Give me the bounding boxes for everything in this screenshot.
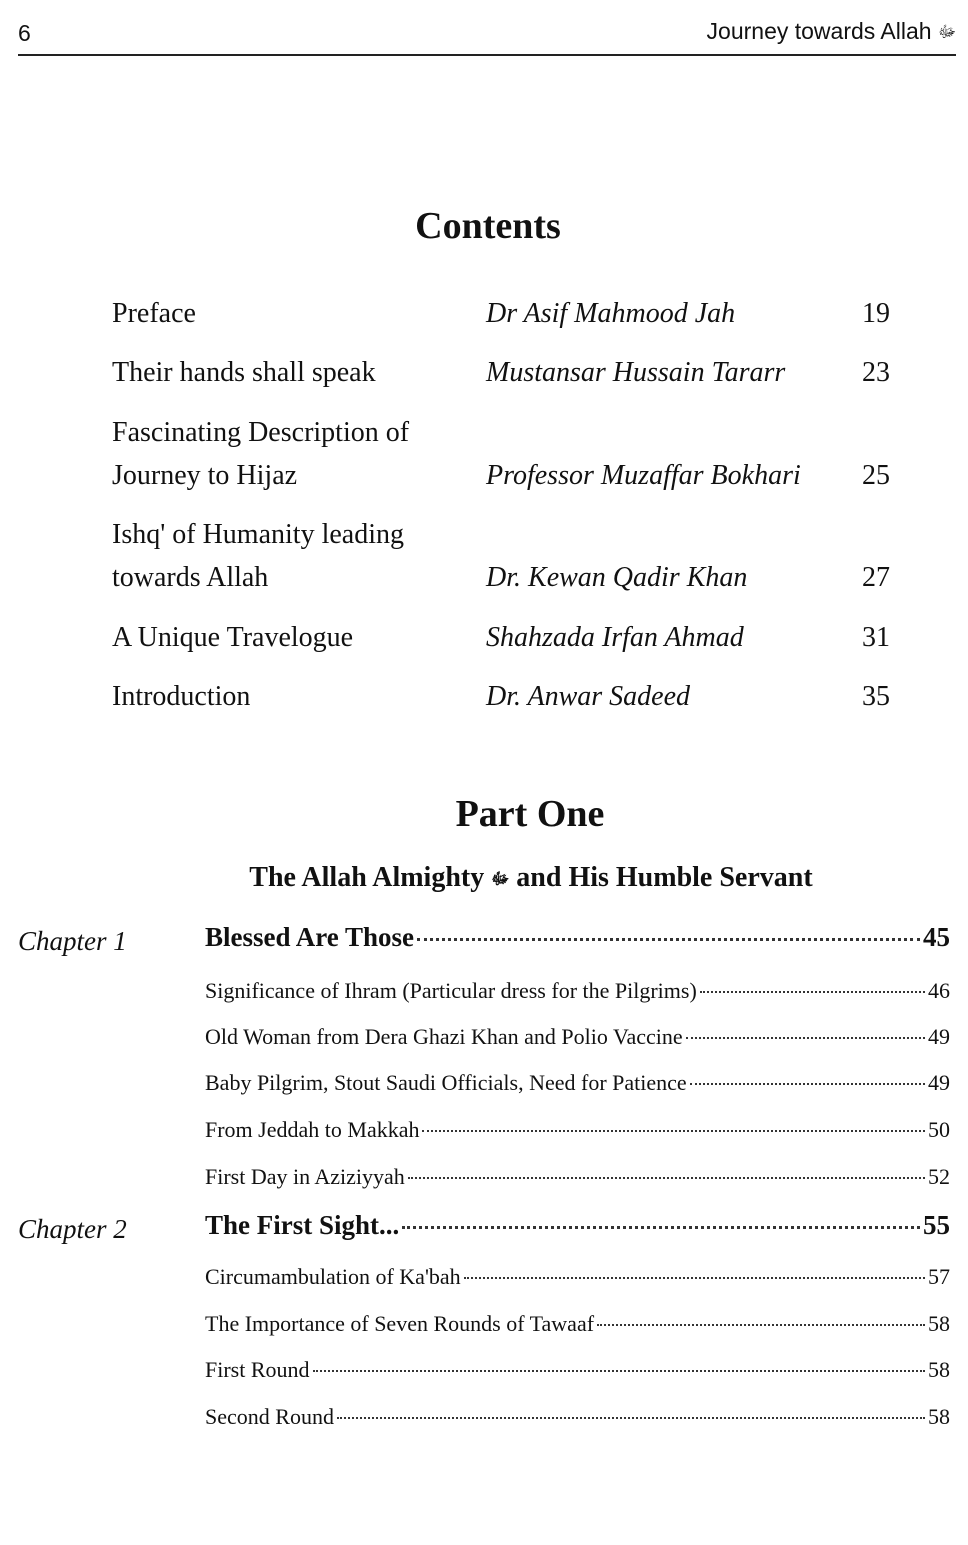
- section-title: First Round: [205, 1357, 310, 1382]
- page-number: 6: [18, 20, 31, 46]
- chapter-page: 55: [923, 1210, 950, 1240]
- front-matter-title-line: Preface: [112, 298, 196, 329]
- section-page: 58: [928, 1404, 950, 1429]
- section-row: [205, 1117, 950, 1149]
- front-matter-author: Dr Asif Mahmood Jah: [486, 298, 736, 329]
- chapter-title-line: [205, 1210, 950, 1241]
- running-title: [707, 18, 956, 45]
- front-matter-row: [0, 292, 968, 335]
- chapter-row: [0, 922, 968, 962]
- section-row: [205, 1070, 950, 1102]
- section-title: First Day in Aziziyyah: [205, 1164, 405, 1189]
- part-subtitle-glyph: ﷻ: [491, 871, 510, 888]
- chapter-page: 45: [923, 922, 950, 952]
- section-title: The Importance of Seven Rounds of Tawaaf: [205, 1311, 595, 1336]
- dot-leader: [597, 1324, 925, 1326]
- part-title: Part One: [455, 793, 605, 835]
- section-page: 57: [928, 1264, 950, 1289]
- front-matter-author: Professor Muzaffar Bokhari: [486, 460, 801, 491]
- section-page: 49: [928, 1024, 950, 1049]
- section-row: [205, 1357, 950, 1389]
- front-matter-page: 35: [862, 681, 890, 712]
- front-matter-author: Shahzada Irfan Ahmad: [486, 622, 744, 653]
- dot-leader: [464, 1277, 925, 1279]
- section-row: [205, 1164, 950, 1196]
- front-matter-page: 25: [862, 460, 890, 491]
- section-row: [205, 1404, 950, 1436]
- front-matter-title-line: Fascinating Description of: [112, 417, 410, 448]
- front-matter-title: [112, 513, 482, 599]
- part-subtitle-before: The Allah Almighty: [249, 862, 485, 893]
- front-matter-title: [112, 616, 482, 659]
- front-matter-row: [0, 616, 968, 659]
- chapter-row: [0, 1210, 968, 1250]
- dot-leader: [422, 1130, 925, 1132]
- chapter-label: Chapter 1: [18, 926, 127, 956]
- section-title: From Jeddah to Makkah: [205, 1117, 420, 1142]
- section-page: 58: [928, 1311, 950, 1336]
- front-matter-page: 19: [862, 298, 890, 329]
- section-title: Baby Pilgrim, Stout Saudi Officials, Need for Patience: [205, 1070, 687, 1095]
- dot-leader: [313, 1370, 925, 1372]
- section-page: 52: [928, 1164, 950, 1189]
- running-header: [18, 14, 956, 56]
- dot-leader: [337, 1417, 925, 1419]
- front-matter-page: 31: [862, 622, 890, 653]
- front-matter-title-line: Ishq' of Humanity leading: [112, 519, 404, 550]
- chapter-title: The First Sight...: [205, 1210, 400, 1240]
- section-title: Old Woman from Dera Ghazi Khan and Polio Vaccine: [205, 1024, 683, 1049]
- dot-leader: [417, 938, 920, 941]
- front-matter-title: [112, 675, 482, 718]
- dot-leader: [686, 1037, 925, 1039]
- section-row: [205, 1311, 950, 1343]
- section-row: [205, 1024, 950, 1056]
- front-matter-author: Mustansar Hussain Tararr: [486, 357, 786, 388]
- dot-leader: [700, 991, 925, 993]
- running-title-text: Journey towards Allah: [706, 18, 932, 44]
- front-matter-title-line: Journey to Hijaz: [112, 460, 298, 491]
- front-matter-title: [112, 351, 482, 394]
- front-matter-row: [0, 351, 968, 394]
- honorific-glyph: ﷻ: [937, 24, 956, 41]
- contents-title: Contents: [415, 205, 561, 247]
- front-matter-author: Dr. Anwar Sadeed: [486, 681, 691, 712]
- section-page: 49: [928, 1070, 950, 1095]
- section-title: Circumambulation of Ka'bah: [205, 1264, 461, 1289]
- section-title: Significance of Ihram (Particular dress for the Pilgrims): [205, 978, 697, 1003]
- section-title: Second Round: [205, 1404, 334, 1429]
- front-matter-row: [0, 513, 968, 599]
- front-matter-row: [0, 411, 968, 497]
- chapter-label: Chapter 2: [18, 1214, 127, 1244]
- chapter-title-line: [205, 922, 950, 953]
- section-page: 46: [928, 978, 950, 1003]
- front-matter-page: 23: [862, 357, 890, 388]
- front-matter-author: Dr. Kewan Qadir Khan: [486, 562, 748, 593]
- front-matter-title: [112, 411, 482, 497]
- front-matter-title-line: Introduction: [112, 681, 251, 712]
- section-page: 50: [928, 1117, 950, 1142]
- front-matter-page: 27: [862, 562, 890, 593]
- front-matter-title-line: A Unique Travelogue: [112, 622, 354, 653]
- front-matter-row: [0, 675, 968, 718]
- section-row: [205, 1264, 950, 1296]
- part-subtitle-after: and His Humble Servant: [516, 862, 813, 893]
- dot-leader: [690, 1083, 925, 1085]
- dot-leader: [408, 1177, 925, 1179]
- front-matter-title: [112, 292, 482, 335]
- dot-leader: [402, 1226, 920, 1229]
- chapter-title: Blessed Are Those: [205, 922, 415, 952]
- part-subtitle: [0, 862, 968, 894]
- front-matter-title-line: towards Allah: [112, 562, 269, 593]
- section-row: [205, 978, 950, 1010]
- front-matter-title-line: Their hands shall speak: [112, 357, 376, 388]
- section-page: 58: [928, 1357, 950, 1382]
